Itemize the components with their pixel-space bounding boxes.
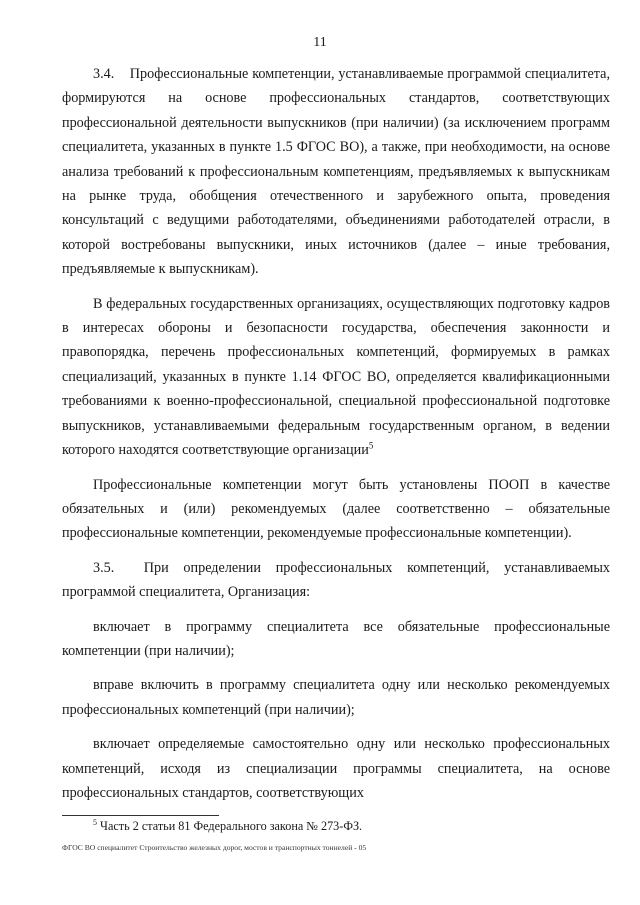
footnote-text: Часть 2 статьи 81 Федерального закона № 273-ФЗ.: [97, 819, 363, 833]
footnote-marker: 5: [93, 817, 97, 827]
footnote-reference: 5: [368, 440, 374, 451]
page-number: 11: [313, 35, 327, 50]
document-footer: ФГОС ВО специалитет Строительство железных дорог, мостов и транспортных тоннелей - 05: [62, 843, 367, 852]
list-item-self-defined: включает определяемые самостоятельно одну или несколько профессиональных компетенций, исходя из специализации программы специалитета, на основе профессиональных стандартов, соответствующих: [62, 736, 610, 801]
footnote-divider: [62, 815, 219, 816]
body-text: [62, 62, 610, 815]
list-item-recommended: вправе включить в программу специалитета одну или несколько рекомендуемых профессиональных компетенций (при наличии);: [62, 677, 610, 718]
footnote: [93, 818, 610, 834]
paragraph-federal-organizations: [62, 292, 610, 463]
paragraph-federal-organizations-text: В федеральных государственных организациях, осуществляющих подготовку кадров в интересах обороны и безопасности государства, обеспечения законности и правопорядка, перечень профессиональных компетенций, формируемых в рамках специализаций, указанных в пункте 1.14 ФГОС ВО, определяется квалификационными требованиями к военно-профессиональной, специальной профессиональной подготовке выпускников, устанавливаемыми федеральным государственным органом, в ведении которого находятся соответствующие организации: [62, 295, 610, 459]
list-item-mandatory: включает в программу специалитета все обязательные профессиональные компетенции (при наличии);: [62, 618, 610, 659]
paragraph-3-4: 3.4. Профессиональные компетенции, устанавливаемые программой специалитета, формируются на основе профессиональных стандартов, соответствующих профессиональной деятельности выпускников (при наличии) (за исключением программ специалитета, указанных в пункте 1.5 ФГОС ВО), а также, при необходимости, на основе анализа требований к профессиональным компетенциям, предъявляемых к выпускникам на рынке труда, обобщения отечественного и зарубежного опыта, проведения консультаций с ведущими работодателями, объединениями работодателей отрасли, в которой востребованы выпускники, иных источников (далее – иные требования, предъявляемые к выпускникам).: [62, 66, 610, 278]
paragraph-poop: Профессиональные компетенции могут быть установлены ПООП в качестве обязательных и (или) рекомендуемых (далее соответственно – обязательные профессиональные компетенции, рекомендуемые профессиональные компетенции).: [62, 476, 610, 542]
paragraph-3-5: 3.5. При определении профессиональных компетенций, устанавливаемых программой специалитета, Организация:: [62, 559, 610, 601]
